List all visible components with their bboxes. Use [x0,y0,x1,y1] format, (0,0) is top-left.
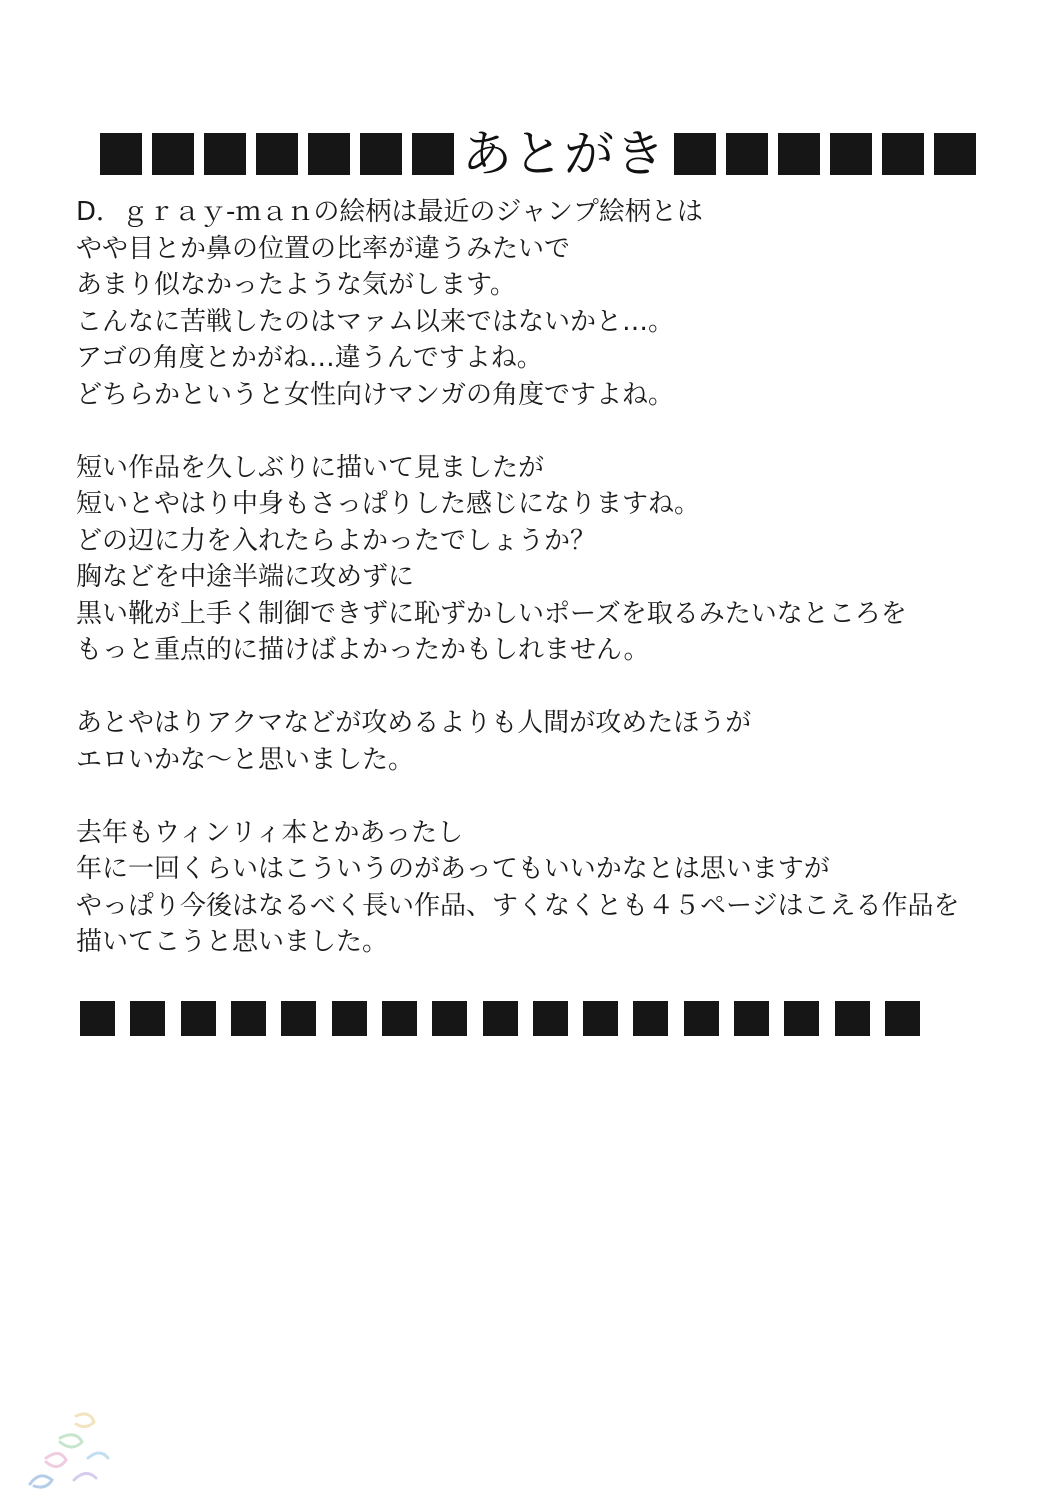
black-square [152,133,194,175]
black-square [483,1001,518,1036]
black-square [830,133,872,175]
black-square [432,1001,467,1036]
black-square [885,1001,920,1036]
text-line: 胸などを中途半端に攻めずに [76,562,415,592]
corner-logo-mark [16,1388,126,1498]
text-line: こんなに苦戦したのはマァム以来ではないかと…。 [76,306,675,337]
text-line: D．ｇｒａｙ-ｍａｎの絵柄は最近のジャンプ絵柄とは [76,197,703,227]
black-square [734,1001,769,1036]
black-square [100,133,142,175]
black-square [684,1001,719,1036]
black-square [130,1001,165,1036]
black-square [360,133,402,175]
black-square [583,1001,618,1036]
black-square [882,133,924,175]
black-square [80,1001,115,1036]
black-square [332,1001,367,1036]
text-line: あまり似なかったような気がします。 [76,270,516,300]
black-square [778,133,820,175]
text-line: 描いてこうと思いました。 [76,927,389,957]
text-line: やや目とか鼻の位置の比率が違うみたいで [76,233,571,264]
paragraph-2 [76,450,956,669]
text-line: 短い作品を久しぶりに描いて見ましたが [76,452,545,483]
black-square [308,133,350,175]
black-square [633,1001,668,1036]
text-line: どの辺に力を入れたらよかったでしょうか？ [76,525,597,556]
black-square [934,133,976,175]
black-square [726,133,768,175]
black-square [835,1001,870,1036]
heading-right-squares [674,133,976,175]
text-line: どちらかというと女性向けマンガの角度ですよね。 [76,379,675,410]
black-square [256,133,298,175]
black-square [533,1001,568,1036]
paragraph-3 [76,705,956,778]
paragraph-4 [76,815,960,961]
black-square [674,133,716,175]
text-line: 年に一回くらいはこういうのがあってもいいかなとは思いますが [76,854,830,884]
afterword-heading [100,122,900,186]
text-line: やっぱり今後はなるべく長い作品、すくなくとも４５ページはこえる作品を [76,890,960,921]
black-square [382,1001,417,1036]
text-line: 黒い靴が上手く制御できずに恥ずかしいポーズを取るみたいなところを [76,598,907,629]
black-square [412,133,454,175]
black-square [181,1001,216,1036]
text-line: 去年もウィンリィ本とかあったし [76,817,464,848]
black-square [204,133,246,175]
black-square [784,1001,819,1036]
text-line: もっと重点的に描けばよかったかもしれません。 [76,635,650,665]
black-square [231,1001,266,1036]
paragraph-1 [76,194,956,413]
text-line: あとやはりアクマなどが攻めるよりも人間が攻めたほうが [76,708,752,738]
text-line: 短いとやはり中身もさっぱりした感じになりますね。 [76,489,701,519]
black-square [281,1001,316,1036]
text-line: アゴの角度とかがね…違うんですよね。 [76,343,543,373]
afterword-body [76,194,960,961]
footer-divider-squares [80,1000,920,1036]
text-line: エロいかな～と思いました。 [76,744,415,775]
heading-left-squares [100,133,454,175]
heading-title: あとがき [462,125,666,183]
